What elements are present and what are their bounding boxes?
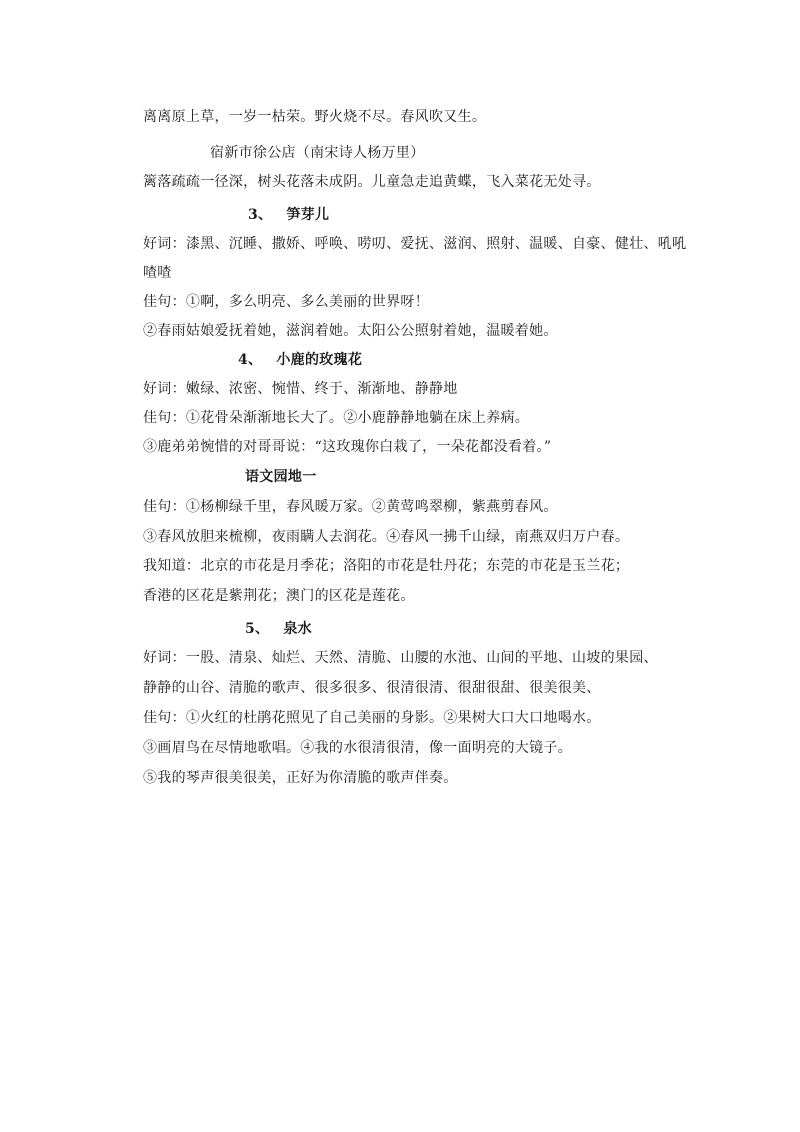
heading-number: 5、 xyxy=(245,621,270,637)
good-sentences: 佳句：①花骨朵渐渐地长大了。②小鹿静静地躺在床上养病。 xyxy=(143,410,530,426)
lesson-heading-4 xyxy=(238,350,362,370)
i-know-continued: 香港的区花是紫荆花；澳门的区花是莲花。 xyxy=(143,588,415,604)
good-sentences-continued: ⑤我的琴声很美很美，正好为你清脆的歌声伴奏。 xyxy=(143,770,458,786)
good-sentences-continued: ③画眉鸟在尽情地歌唱。④我的水很清很清，像一面明亮的大镜子。 xyxy=(143,740,572,756)
heading-title: 小鹿的玫瑰花 xyxy=(276,352,363,368)
heading-number: 4、 xyxy=(238,352,263,368)
good-words: 好词：嫩绿、浓密、惋惜、终于、渐渐地、静静地 xyxy=(143,381,458,397)
good-words: 好词：漆黑、沉睡、撒娇、呼唤、唠叨、爱抚、滋润、照射、温暖、自豪、健壮、吼吼 xyxy=(143,236,687,252)
good-sentences-continued: ③春风放胆来梳柳，夜雨瞒人去润花。④春风一拂千山绿，南燕双归万户春。 xyxy=(143,529,630,545)
good-words-continued: 喳喳 xyxy=(143,265,172,281)
heading-title: 泉水 xyxy=(283,621,312,637)
good-words: 好词：一股、清泉、灿烂、天然、清脆、山腰的水池、山间的平地、山坡的果园、 xyxy=(143,650,658,666)
poem-line: 篱落疏疏一径深，树头花落未成阴。儿童急走追黄蝶，飞入菜花无处寻。 xyxy=(143,174,601,190)
heading-number: 3、 xyxy=(248,207,273,223)
garden-heading: 语文园地一 xyxy=(245,469,317,485)
good-sentences-continued: ③鹿弟弟惋惜的对哥哥说：“这玫瑰你白栽了，一朵花都没看着。” xyxy=(143,439,552,455)
heading-title: 笋芽儿 xyxy=(286,207,330,223)
good-sentences: 佳句：①啊，多么明亮、多么美丽的世界呀！ xyxy=(143,294,429,310)
lesson-heading-5 xyxy=(245,619,312,639)
good-sentences: 佳句：①火红的杜鹃花照见了自己美丽的身影。②果树大口大口地喝水。 xyxy=(143,710,601,726)
good-sentences: 佳句：①杨柳绿千里，春风暖万家。②黄莺鸣翠柳，紫燕剪春风。 xyxy=(143,499,558,515)
lesson-heading-3 xyxy=(248,205,329,225)
good-sentences-continued: ②春雨姑娘爱抚着她，滋润着她。太阳公公照射着她，温暖着她。 xyxy=(143,323,558,339)
i-know: 我知道：北京的市花是月季花；洛阳的市花是牡丹花；东莞的市花是玉兰花； xyxy=(143,558,630,574)
poem-line: 离离原上草，一岁一枯荣。野火烧不尽。春风吹又生。 xyxy=(143,109,487,125)
poem-title: 宿新市徐公店（南宋诗人杨万里） xyxy=(210,145,425,161)
good-words-continued: 静静的山谷、清脆的歌声、很多很多、很清很清、很甜很甜、很美很美、 xyxy=(143,680,601,696)
